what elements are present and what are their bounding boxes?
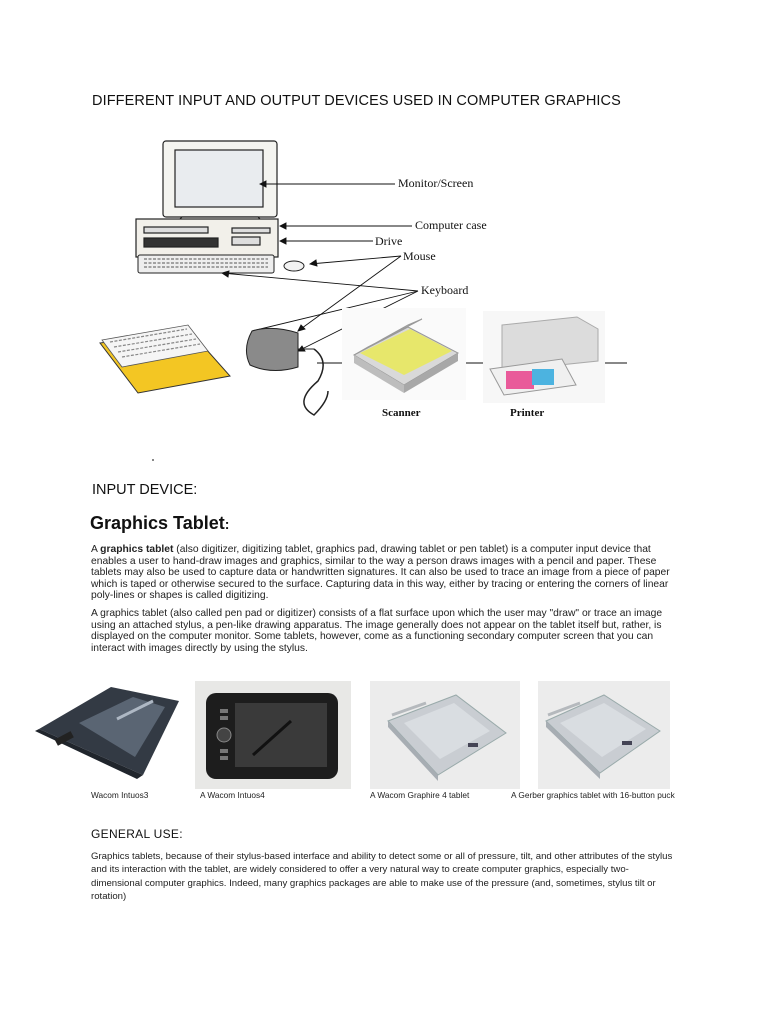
photo-wacom-intuos3 bbox=[33, 681, 183, 789]
label-computer-case: Computer case bbox=[415, 218, 487, 232]
keyboard-illustration bbox=[138, 255, 274, 273]
label-keyboard: Keyboard bbox=[421, 283, 469, 297]
paragraph-general-use: Graphics tablets, because of their stylus-based interface and ability to detect some or all of pressure, tilt, and other attributes of the stylus and its interaction with the tablet, are widely considered to offer a very natural way to create computer graphics, especially two-dimensional computer graphics. Indeed, many graphics packages are able to make use of the pressure (and, sometimes, stylus tilt or rotation) bbox=[91, 851, 673, 902]
paragraph-prefix: A bbox=[91, 544, 101, 555]
small-mouse-illustration bbox=[284, 261, 304, 271]
section-heading-input-device: INPUT DEVICE: bbox=[92, 482, 198, 498]
yellow-keyboard-illustration bbox=[100, 325, 230, 393]
large-mouse-illustration bbox=[246, 328, 328, 415]
caption-gerber: A Gerber graphics tablet with 16-button puck bbox=[511, 790, 675, 800]
bold-term: graphics tablet bbox=[100, 544, 174, 555]
label-printer: Printer bbox=[510, 407, 545, 419]
label-scanner: Scanner bbox=[382, 407, 421, 419]
paragraph-definition bbox=[91, 544, 681, 602]
heading-graphics-tablet bbox=[90, 513, 229, 534]
label-monitor: Monitor/Screen bbox=[398, 176, 474, 190]
document-title: DIFFERENT INPUT AND OUTPUT DEVICES USED IN COMPUTER GRAPHICS bbox=[92, 93, 621, 109]
photo-wacom-graphire4 bbox=[370, 681, 520, 789]
paragraph-description: A graphics tablet (also called pen pad or digitizer) consists of a flat surface upon which the user may "draw" or trace an image using an attached stylus, a pen-like drawing apparatus. The image generally does not appear on the tablet itself but, rather, is displayed on the computer monitor. Some tablets, however, come as a functioning secondary computer screen that you can interact with images directly by using the stylus. bbox=[91, 608, 663, 654]
computer-devices-diagram bbox=[92, 135, 632, 435]
label-mouse: Mouse bbox=[403, 249, 436, 263]
caption-intuos4: A Wacom Intuos4 bbox=[200, 790, 265, 800]
scanner-illustration bbox=[342, 308, 466, 400]
caption-intuos3: Wacom Intuos3 bbox=[91, 790, 149, 800]
printer-illustration bbox=[483, 311, 605, 403]
stray-dot bbox=[152, 459, 154, 461]
photo-wacom-intuos4 bbox=[195, 681, 351, 789]
heading-colon: : bbox=[224, 516, 230, 532]
monitor-illustration bbox=[163, 141, 277, 223]
label-drive: Drive bbox=[375, 234, 403, 248]
computer-case-illustration bbox=[136, 219, 278, 257]
heading-graphics-tablet-text: Graphics Tablet bbox=[90, 513, 225, 533]
photo-gerber-tablet bbox=[538, 681, 670, 789]
paragraph-rest: (also digitizer, digitizing tablet, graphics pad, drawing tablet or pen tablet) is a computer input device that enables a user to hand-draw images and graphics, similar to the way a person draws images with a pencil and paper. These tablets may also be used to capture data or handwritten signatures. It can also be used to trace an image from a piece of paper which is taped or otherwise secured to the surface. Capturing data in this way, either by tracing or entering the corners of linear poly-lines or shapes is called digitizing. bbox=[91, 544, 670, 602]
section-heading-general-use: GENERAL USE: bbox=[91, 827, 183, 841]
caption-graphire4: A Wacom Graphire 4 tablet bbox=[370, 790, 470, 800]
